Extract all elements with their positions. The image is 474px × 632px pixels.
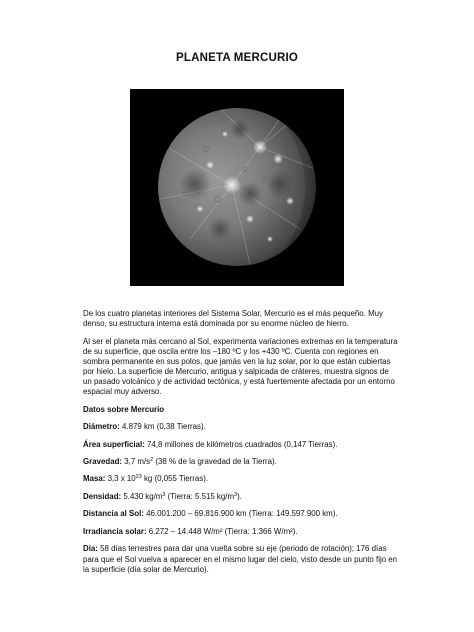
fact-area (83, 440, 398, 450)
fact-gravity-value: 3,7 m/s (124, 456, 151, 466)
page-title: PLANETA MERCURIO (175, 52, 299, 64)
fact-area-label: Área superficial: (83, 439, 145, 449)
mercury-photo (130, 89, 344, 286)
fact-density-comparison-exponent: 3 (234, 491, 238, 498)
fact-irradiance (83, 527, 398, 537)
fact-density (83, 492, 398, 502)
fact-density-end: ). (237, 491, 242, 501)
fact-mass-value: 3,3 x 10 (107, 474, 136, 484)
fact-diameter-label: Diámetro: (83, 422, 120, 432)
facts-heading (83, 405, 398, 415)
fact-distance-value: 46.001.200 – 69.816.900 km (Tierra: 149.597.900 km). (146, 509, 338, 519)
fact-mass (83, 474, 398, 484)
fact-gravity-note: (38 % de la gravedad de la Tierra). (155, 456, 277, 466)
fact-mass-note: kg (0,055 Tierras). (143, 474, 209, 484)
fact-distance (83, 509, 398, 519)
fact-diameter-value: 4.879 km (0,38 Tierras). (122, 422, 206, 432)
fact-gravity (83, 457, 398, 467)
fact-day (83, 544, 398, 574)
intro-paragraph: De los cuatro planetas interiores del Sistema Solar, Mercurio es el más pequeño. Muy denso, su estructura interna está dominada por su enorme núcleo de hierro. (83, 309, 383, 329)
fact-density-value: 5.430 kg/m (123, 491, 163, 501)
fact-density-exponent: 3 (162, 491, 166, 498)
fact-mass-label: Masa: (83, 474, 106, 484)
fact-day-label: Día: (83, 544, 98, 554)
fact-diameter (83, 422, 398, 432)
fact-density-label: Densidad: (83, 491, 122, 501)
fact-mass-exponent: 23 (135, 474, 142, 481)
fact-irradiance-value: 6.272 – 14.448 W/m² (Tierra: 1.366 W/m²). (148, 526, 298, 536)
fact-gravity-exponent: 2 (150, 456, 154, 463)
fact-day-value: 58 días terrestres para dar una vuelta sobre su eje (periodo de rotación); 176 días para que el Sol vuelva a aparecer en el mismo lugar del cielo, visto desde un punto fijo en la superficie (día solar de Mercurio). (83, 544, 398, 574)
description-paragraph: Al ser el planeta más cercano al Sol, experimenta variaciones extremas en la temperatura de su superficie, que oscila entre los –180 ºC y los +430 ºC. Cuenta con regiones en sombra permanente en sus polos, que jamás ven la luz solar, por lo que están cubiertas por hielo. La superficie de Mercurio, antigua y salpicada de cráteres, muestra signos de un pasado volcánico y de actividad tectónica, y está fuertemente afectada por un entorno espacial muy adverso. (83, 336, 398, 397)
fact-area-value: 74,8 millones de kilómetros cuadrados (0,147 Tierras). (147, 439, 338, 449)
mercury-planet-image (130, 89, 344, 286)
fact-density-comparison: (Tierra: 5.515 kg/m (167, 491, 235, 501)
document-body (83, 309, 398, 582)
fact-gravity-label: Gravedad: (83, 456, 123, 466)
fact-irradiance-label: Irradiancia solar: (83, 526, 147, 536)
facts-heading-text: Datos sobre Mercurio (83, 404, 165, 414)
fact-distance-label: Distancia al Sol: (83, 509, 144, 519)
